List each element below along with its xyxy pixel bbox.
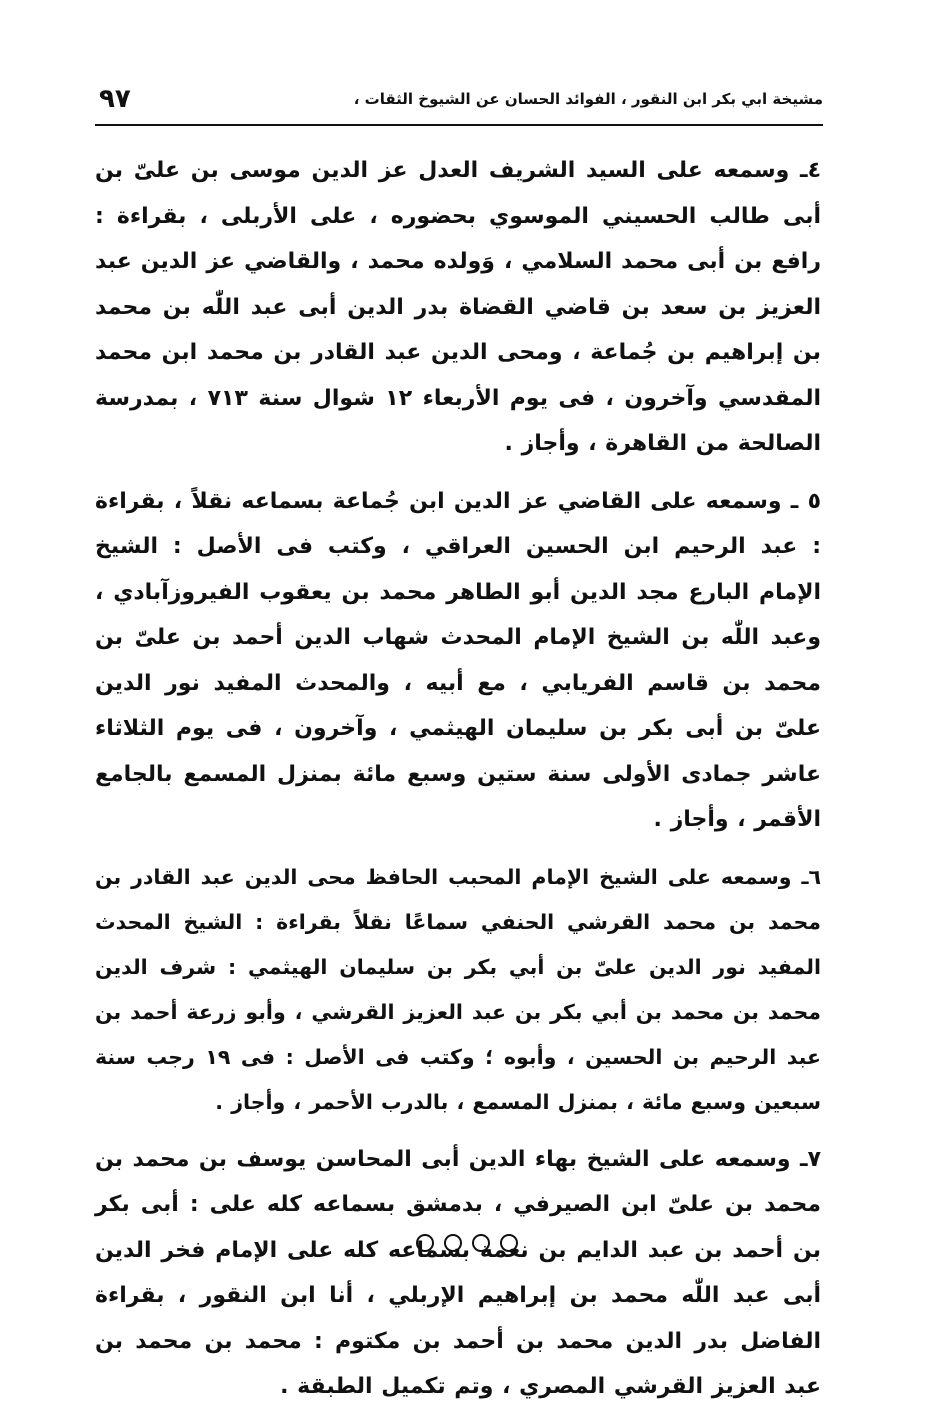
entry-7: ٧ـ وسمعه على الشيخ بهاء الدين أبى المحاسن يوسف بن محمد بن محمد بن علىّ ابن الصيرفي ، بدمشق بسماعه كله على : أبى بكر بن أحمد بن عبد الدايم بن نعمة بسماعه كله على الإمام فخر الدين أبى عبد اللّٰه محمد بن إبراهيم الإربلي ، أنا ابن النقور ، بقراءة الفاضل بدر الدين محمد بن أحمد بن مكتوم : محمد بن محمد بن عبد العزيز القرشي المصري ، وتم تكميل الطبقة . (95, 1146, 821, 1399)
circle-ornament-icon (472, 1234, 490, 1252)
end-of-section-ornament (0, 1232, 933, 1252)
entry-5: ٥ ـ وسمعه على القاضي عز الدين ابن جُماعة بسماعه نقلاً ، بقراءة : عبد الرحيم ابن الحسين العراقي ، وكتب فى الأصل : الشيخ الإمام البارع مجد الدين أبو الطاهر محمد بن يعقوب الفيروزآبادي ، وعبد اللّٰه بن الشيخ الإمام المحدث شهاب الدين أحمد بن علىّ بن محمد بن قاسم الفريابي ، مع أبيه ، والمحدث المفيد نور الدين علىّ بن أبى بكر بن سليمان الهيثمي ، وآخرون ، فى يوم الثلاثاء عاشر جمادى الأولى سنة ستين وسبع مائة بمنزل المسمع بالجامع الأقمر ، وأجاز . (95, 488, 821, 832)
entry-4: ٤ـ وسمعه على السيد الشريف العدل عز الدين موسى بن علىّ بن أبى طالب الحسيني الموسوي بحضوره ، على الأربلى ، بقراءة : رافع بن أبى محمد السلامي ، وَولده محمد ، والقاضي عز الدين عبد العزيز بن سعد بن قاضي القضاة بدر الدين أبى عبد اللّٰه بن محمد بن إبراهيم بن جُماعة ، ومحى الدين عبد القادر بن محمد ابن محمد المقدسي وآخرون ، فى يوم الأربعاء ١٢ شوال سنة ٧١٣ ، بمدرسة الصالحة من القاهرة ، وأجاز . (95, 158, 821, 456)
circle-ornament-icon (416, 1234, 434, 1252)
header-rule (95, 124, 823, 126)
body-text (95, 148, 821, 1422)
running-title: مشيخة ابي بكر ابن النقور ، الفوائد الحسان عن الشيوخ الثقات ، (353, 90, 823, 108)
page-number: ٩٧ (99, 84, 131, 114)
page-header (95, 86, 823, 126)
circle-ornament-icon (500, 1234, 518, 1252)
entry-6: ٦ـ وسمعه على الشيخ الإمام المحبب الحافظ محى الدين عبد القادر بن محمد بن محمد القرشي الحنفي سماعًا نقلاً بقراءة : الشيخ المحدث المفيد نور الدين علىّ بن أبي بكر بن سليمان الهيثمي : شرف الدين محمد بن محمد بن أبي بكر بن عبد العزيز القرشي ، وأبو زرعة أحمد بن عبد الرحيم بن الحسين ، وأبوه ؛ وكتب فى الأصل : فى ١٩ رجب سنة سبعين وسبع مائة ، بمنزل المسمع ، بالدرب الأحمر ، وأجاز . (95, 864, 822, 1114)
circle-ornament-icon (444, 1234, 462, 1252)
